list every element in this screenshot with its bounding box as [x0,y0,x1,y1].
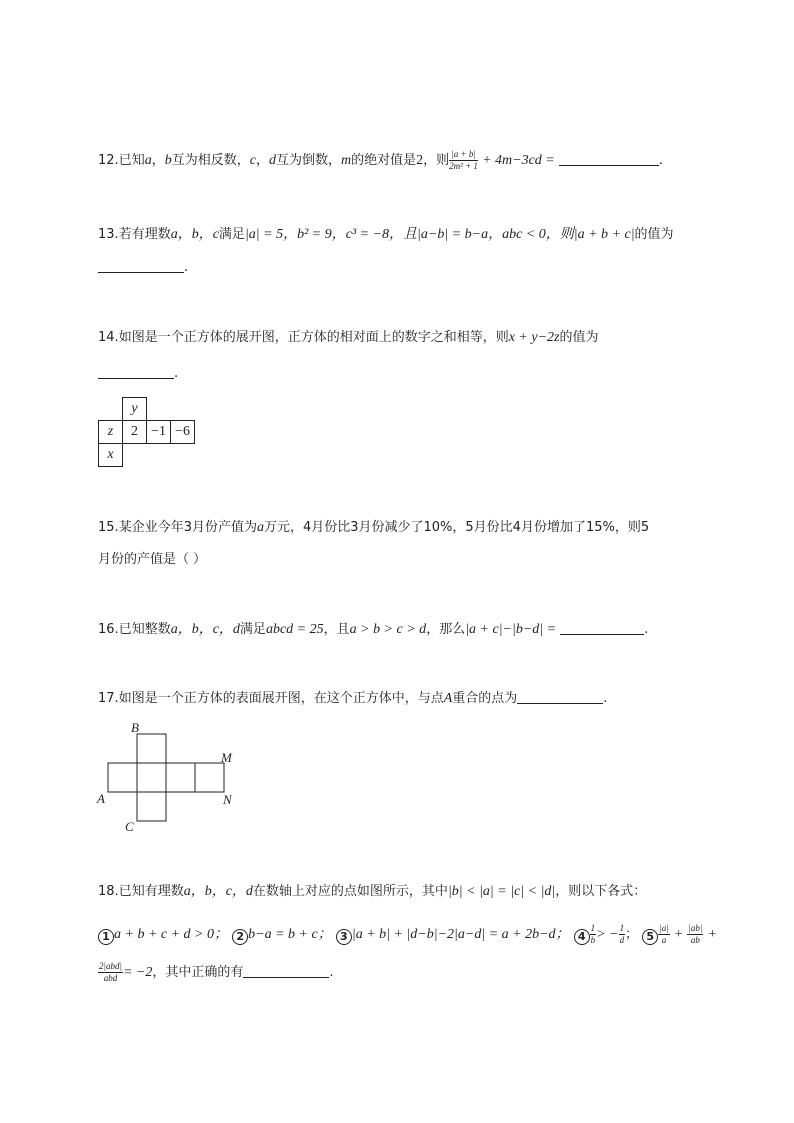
question-13 [98,225,674,245]
expression: x + y−2z [508,330,560,345]
fraction-numerator: |a| [659,923,669,933]
vars: a，b，c，d [183,884,253,899]
fraction-numerator: 2|abd| [99,961,122,971]
net-cell-minus6: −6 [171,421,195,444]
option-5-marker: 5 [642,929,658,945]
var: b [164,153,172,168]
expression: + 4m−3cd = [482,153,555,168]
answer-blank[interactable] [517,689,603,704]
condition: |b| < |a| = |c| < |d| [447,884,556,899]
fraction-numerator: |a + b| [449,150,478,161]
option-4: > − [596,927,619,942]
vars: a，b，c，d [170,622,240,637]
net-empty [123,444,147,467]
fraction-numerator: |ab| [688,923,703,933]
question-number: 16. [98,622,119,637]
answer-blank[interactable] [98,364,174,379]
var: c [249,153,256,168]
text: ，则以下各式： [555,884,647,899]
question-16 [98,620,648,640]
question-number: 15. [98,520,119,535]
fraction-denominator: 2m² + 1 [449,161,478,171]
text: 互为相反数， [171,153,250,168]
text: ， [151,153,165,168]
text: 已知整数 [118,622,171,637]
text: 月份的产值是（ ） [98,552,207,567]
option-3: |a + b| + |d−b|−2|a−d| = a + 2b−d； [351,927,570,942]
answer-blank[interactable] [560,620,644,635]
condition: |a| = 5，b² = 9，c³ = −8，且|a−b| = b−a，abc < 0，则|a + b + c| [244,227,635,242]
net-empty [171,398,195,421]
var: m [340,153,352,168]
operator: + [707,927,717,942]
fraction-denominator: b [590,935,596,945]
text: ， [255,153,269,168]
var: a [144,153,152,168]
net-square [137,792,166,821]
point-label-M: M [221,750,232,765]
option-1-marker: 1 [98,929,114,945]
point-label-C: C [125,819,134,834]
text: . [174,366,179,381]
net-cell-minus1: −1 [147,421,171,444]
cube-net-diagram [94,720,244,838]
option-2: b−a = b + c； [248,927,332,942]
net-empty [147,444,171,467]
fraction-numerator: 1 [590,923,596,933]
operator: + [673,927,684,942]
fraction [449,150,478,171]
text: . [603,691,608,706]
text: . [658,153,664,168]
question-18-line3 [98,962,334,983]
text: . [329,965,334,980]
fraction [687,924,703,945]
fraction-numerator: 1 [619,923,625,933]
point-label-N: N [223,792,232,807]
option-1: a + b + c + d > 0； [114,927,229,942]
net-label: x [107,447,114,462]
question-15 [98,518,649,538]
fraction-denominator: a [661,935,667,945]
net-square [166,763,195,792]
text: ； [625,927,639,942]
question-18-options [98,924,717,945]
text: ，那么 [426,622,466,637]
text: ，其中正确的有 [152,965,244,980]
text: 的绝对值是 [351,153,417,168]
question-number: 13. [98,227,119,242]
text: ，则 [423,153,450,168]
fraction-denominator: d [619,935,625,945]
text: 重合的点为 [452,691,518,706]
text: 已知有理数 [118,884,184,899]
option-4-marker: 4 [574,929,590,945]
fraction-denominator: abd [103,973,118,983]
text: 互为倒数， [275,153,341,168]
inequality: a > b > c > d [349,622,427,637]
point-label-A: A [97,791,105,806]
text: 在数轴上对应的点如图所示，其中 [252,884,448,899]
net-empty [171,444,195,467]
question-17 [98,689,607,709]
net-square [137,763,166,792]
net-empty [147,398,171,421]
var: A [443,691,453,706]
question-number: 18. [98,884,119,899]
option-3-marker: 3 [336,929,352,945]
text: . [184,260,189,275]
text: 的值为 [559,330,599,345]
condition: abcd = 25 [265,622,324,637]
question-number: 14. [98,330,119,345]
text: 若有理数 [118,227,171,242]
net-square [108,763,137,792]
fraction [658,924,669,945]
text: 的值为 [634,227,674,242]
answer-blank[interactable] [243,963,329,978]
net-cell-x [99,444,123,467]
answer-blank[interactable] [559,151,659,166]
question-14-answer-line [98,364,178,384]
text: 如图是一个正方体的表面展开图，在这个正方体中，与点 [118,691,444,706]
value: 2 [416,153,424,168]
question-15-line2 [98,550,206,570]
point-label-B: B [131,720,139,735]
expression: |a + c|−|b−d| = [465,622,557,637]
question-13-answer-line [98,258,188,278]
var: a [256,520,264,535]
question-14 [98,328,599,348]
text: 满足 [218,227,245,242]
question-12 [98,150,663,171]
var: d [268,153,276,168]
net-cell-y [123,398,147,421]
text: 满足 [239,622,266,637]
net-cell-z [99,421,123,444]
vars: a，b，c [170,227,219,242]
text: . [644,622,649,637]
text: ，且 [323,622,350,637]
net-label: y [131,401,138,416]
net-square [137,734,166,763]
option-5: = −2 [122,965,153,980]
question-number: 12. [98,153,119,168]
text: 万元，4月份比3月份减少了10%，5月份比4月份增加了15%，则5 [263,520,650,535]
net-label: z [107,424,114,439]
net-square [195,763,224,792]
text: 某企业今年3月份产值为 [118,520,257,535]
option-2-marker: 2 [232,929,248,945]
question-18 [98,882,646,902]
text: 已知 [118,153,145,168]
question-number: 17. [98,691,119,706]
net-cell-2: 2 [123,421,147,444]
cube-net-figure [98,397,195,467]
fraction [98,962,123,983]
answer-blank[interactable] [98,258,184,273]
net-empty [99,398,123,421]
fraction-denominator: ab [690,935,700,945]
text: 如图是一个正方体的展开图，正方体的相对面上的数字之和相等，则 [118,330,509,345]
